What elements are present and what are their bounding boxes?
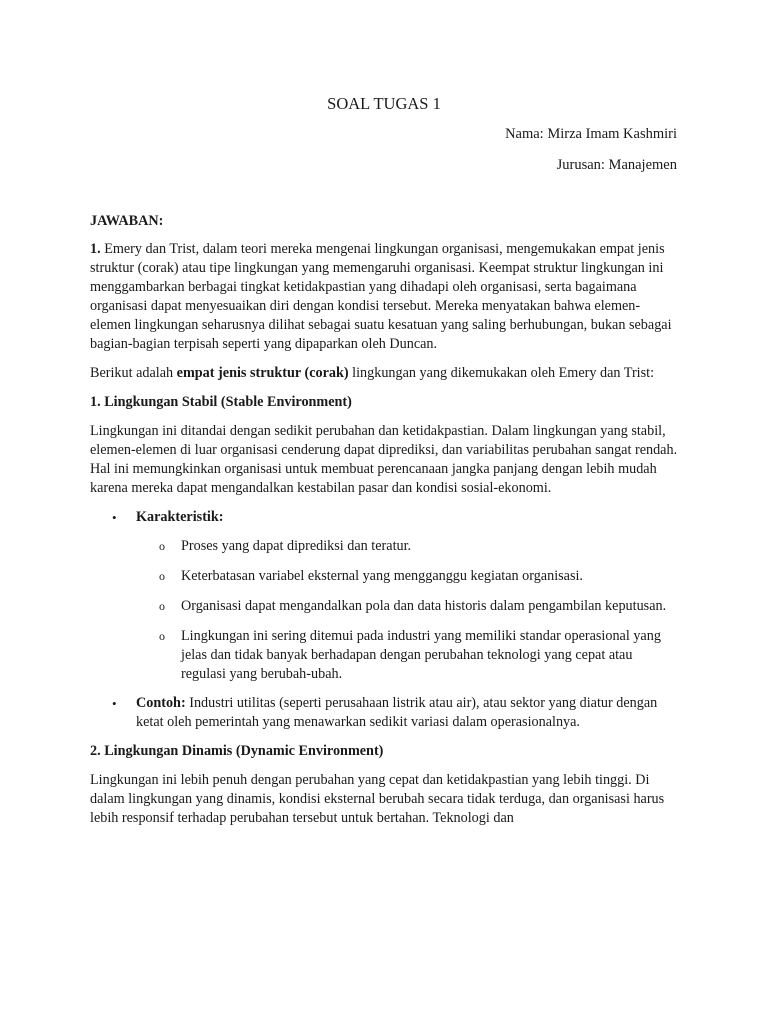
karakteristik-list-item xyxy=(90,537,680,556)
sub-bullet-icon: o xyxy=(159,539,165,553)
contoh-bullets xyxy=(90,694,680,732)
intro-post: lingkungan yang dikemukakan oleh Emery dan Trist: xyxy=(348,365,655,381)
karakteristik-list-item xyxy=(90,567,680,586)
intro-bold: empat jenis struktur (corak) xyxy=(176,365,349,381)
karakteristik-text: Keterbatasan variabel eksternal yang mengganggu kegiatan organisasi. xyxy=(181,568,583,584)
karakteristik-text: Proses yang dapat diprediksi dan teratur. xyxy=(181,538,412,554)
karakteristik-list-item xyxy=(90,597,680,616)
intro-pre: Berikut adalah xyxy=(90,365,177,381)
student-name: Nama: Mirza Imam Kashmiri xyxy=(505,126,677,142)
bullet-icon: • xyxy=(112,696,117,711)
section-1-bullets xyxy=(90,508,680,527)
question-1-text: Emery dan Trist, dalam teori mereka mengenai lingkungan organisasi, mengemukakan empat jenis struktur (corak) atau tipe lingkungan yang memengaruhi organisasi. Keempat struktur lingkungan ini menggambarkan berbagai tingkat ketidakpastian yang dihadapi oleh organisasi, serta bagaimana organisasi dapat menyesuaikan diri dengan kondisi tersebut. Mereka menyatakan bahwa elemen-elemen lingkungan seharusnya dilihat sebagai suatu kesatuan yang saling berhubungan, bukan sebagai bagian-bagian terpisah seperti yang dipaparkan oleh Duncan. xyxy=(90,241,672,352)
document-title: SOAL TUGAS 1 xyxy=(327,94,441,113)
contoh-text: Industri utilitas (seperti perusahaan listrik atau air), atau sektor yang diatur dengan ketat oleh pemerintah yang menawarkan sedikit variasi dalam operasionalnya. xyxy=(136,695,658,730)
karakteristik-item xyxy=(90,508,680,527)
answer-heading: JAWABAN: xyxy=(90,213,164,229)
karakteristik-list-item xyxy=(90,627,680,684)
karakteristik-text: Organisasi dapat mengandalkan pola dan data historis dalam pengambilan keputusan. xyxy=(181,598,667,614)
section-2-heading: 2. Lingkungan Dinamis (Dynamic Environment) xyxy=(90,743,384,759)
intro-paragraph xyxy=(90,364,680,383)
sub-bullet-icon: o xyxy=(159,599,165,613)
karakteristik-label: Karakteristik: xyxy=(136,509,224,525)
section-1-heading: 1. Lingkungan Stabil (Stable Environment) xyxy=(90,394,352,410)
sub-bullet-icon: o xyxy=(159,629,165,643)
karakteristik-list xyxy=(90,537,680,684)
student-major: Jurusan: Manajemen xyxy=(556,157,677,173)
question-1-number: 1. xyxy=(90,241,101,257)
karakteristik-text: Lingkungan ini sering ditemui pada industri yang memiliki standar operasional yang jelas dan tidak banyak berhadapan dengan perubahan teknologi yang cepat atau regulasi yang berubah-ubah. xyxy=(181,628,661,682)
question-1-paragraph xyxy=(90,240,680,354)
section-1-body: Lingkungan ini ditandai dengan sedikit perubahan dan ketidakpastian. Dalam lingkungan yang stabil, elemen-elemen di luar organisasi cenderung dapat diprediksi, dan variabilitas perubahan sangat rendah. Hal ini memungkinkan organisasi untuk membuat perencanaan jangka panjang dengan lebih mudah karena mereka dapat mengandalkan kestabilan pasar dan kondisi sosial-ekonomi. xyxy=(90,423,678,496)
bullet-icon: • xyxy=(112,510,117,525)
answer-content xyxy=(90,212,680,828)
section-2-body: Lingkungan ini lebih penuh dengan perubahan yang cepat dan ketidakpastian yang lebih tinggi. Di dalam lingkungan yang dinamis, kondisi eksternal berubah secara tidak terduga, dan organisasi harus lebih responsif terhadap perubahan tersebut untuk bertahan. Teknologi dan xyxy=(90,772,665,826)
contoh-label: Contoh: xyxy=(136,695,186,711)
contoh-item xyxy=(90,694,680,732)
sub-bullet-icon: o xyxy=(159,569,165,583)
